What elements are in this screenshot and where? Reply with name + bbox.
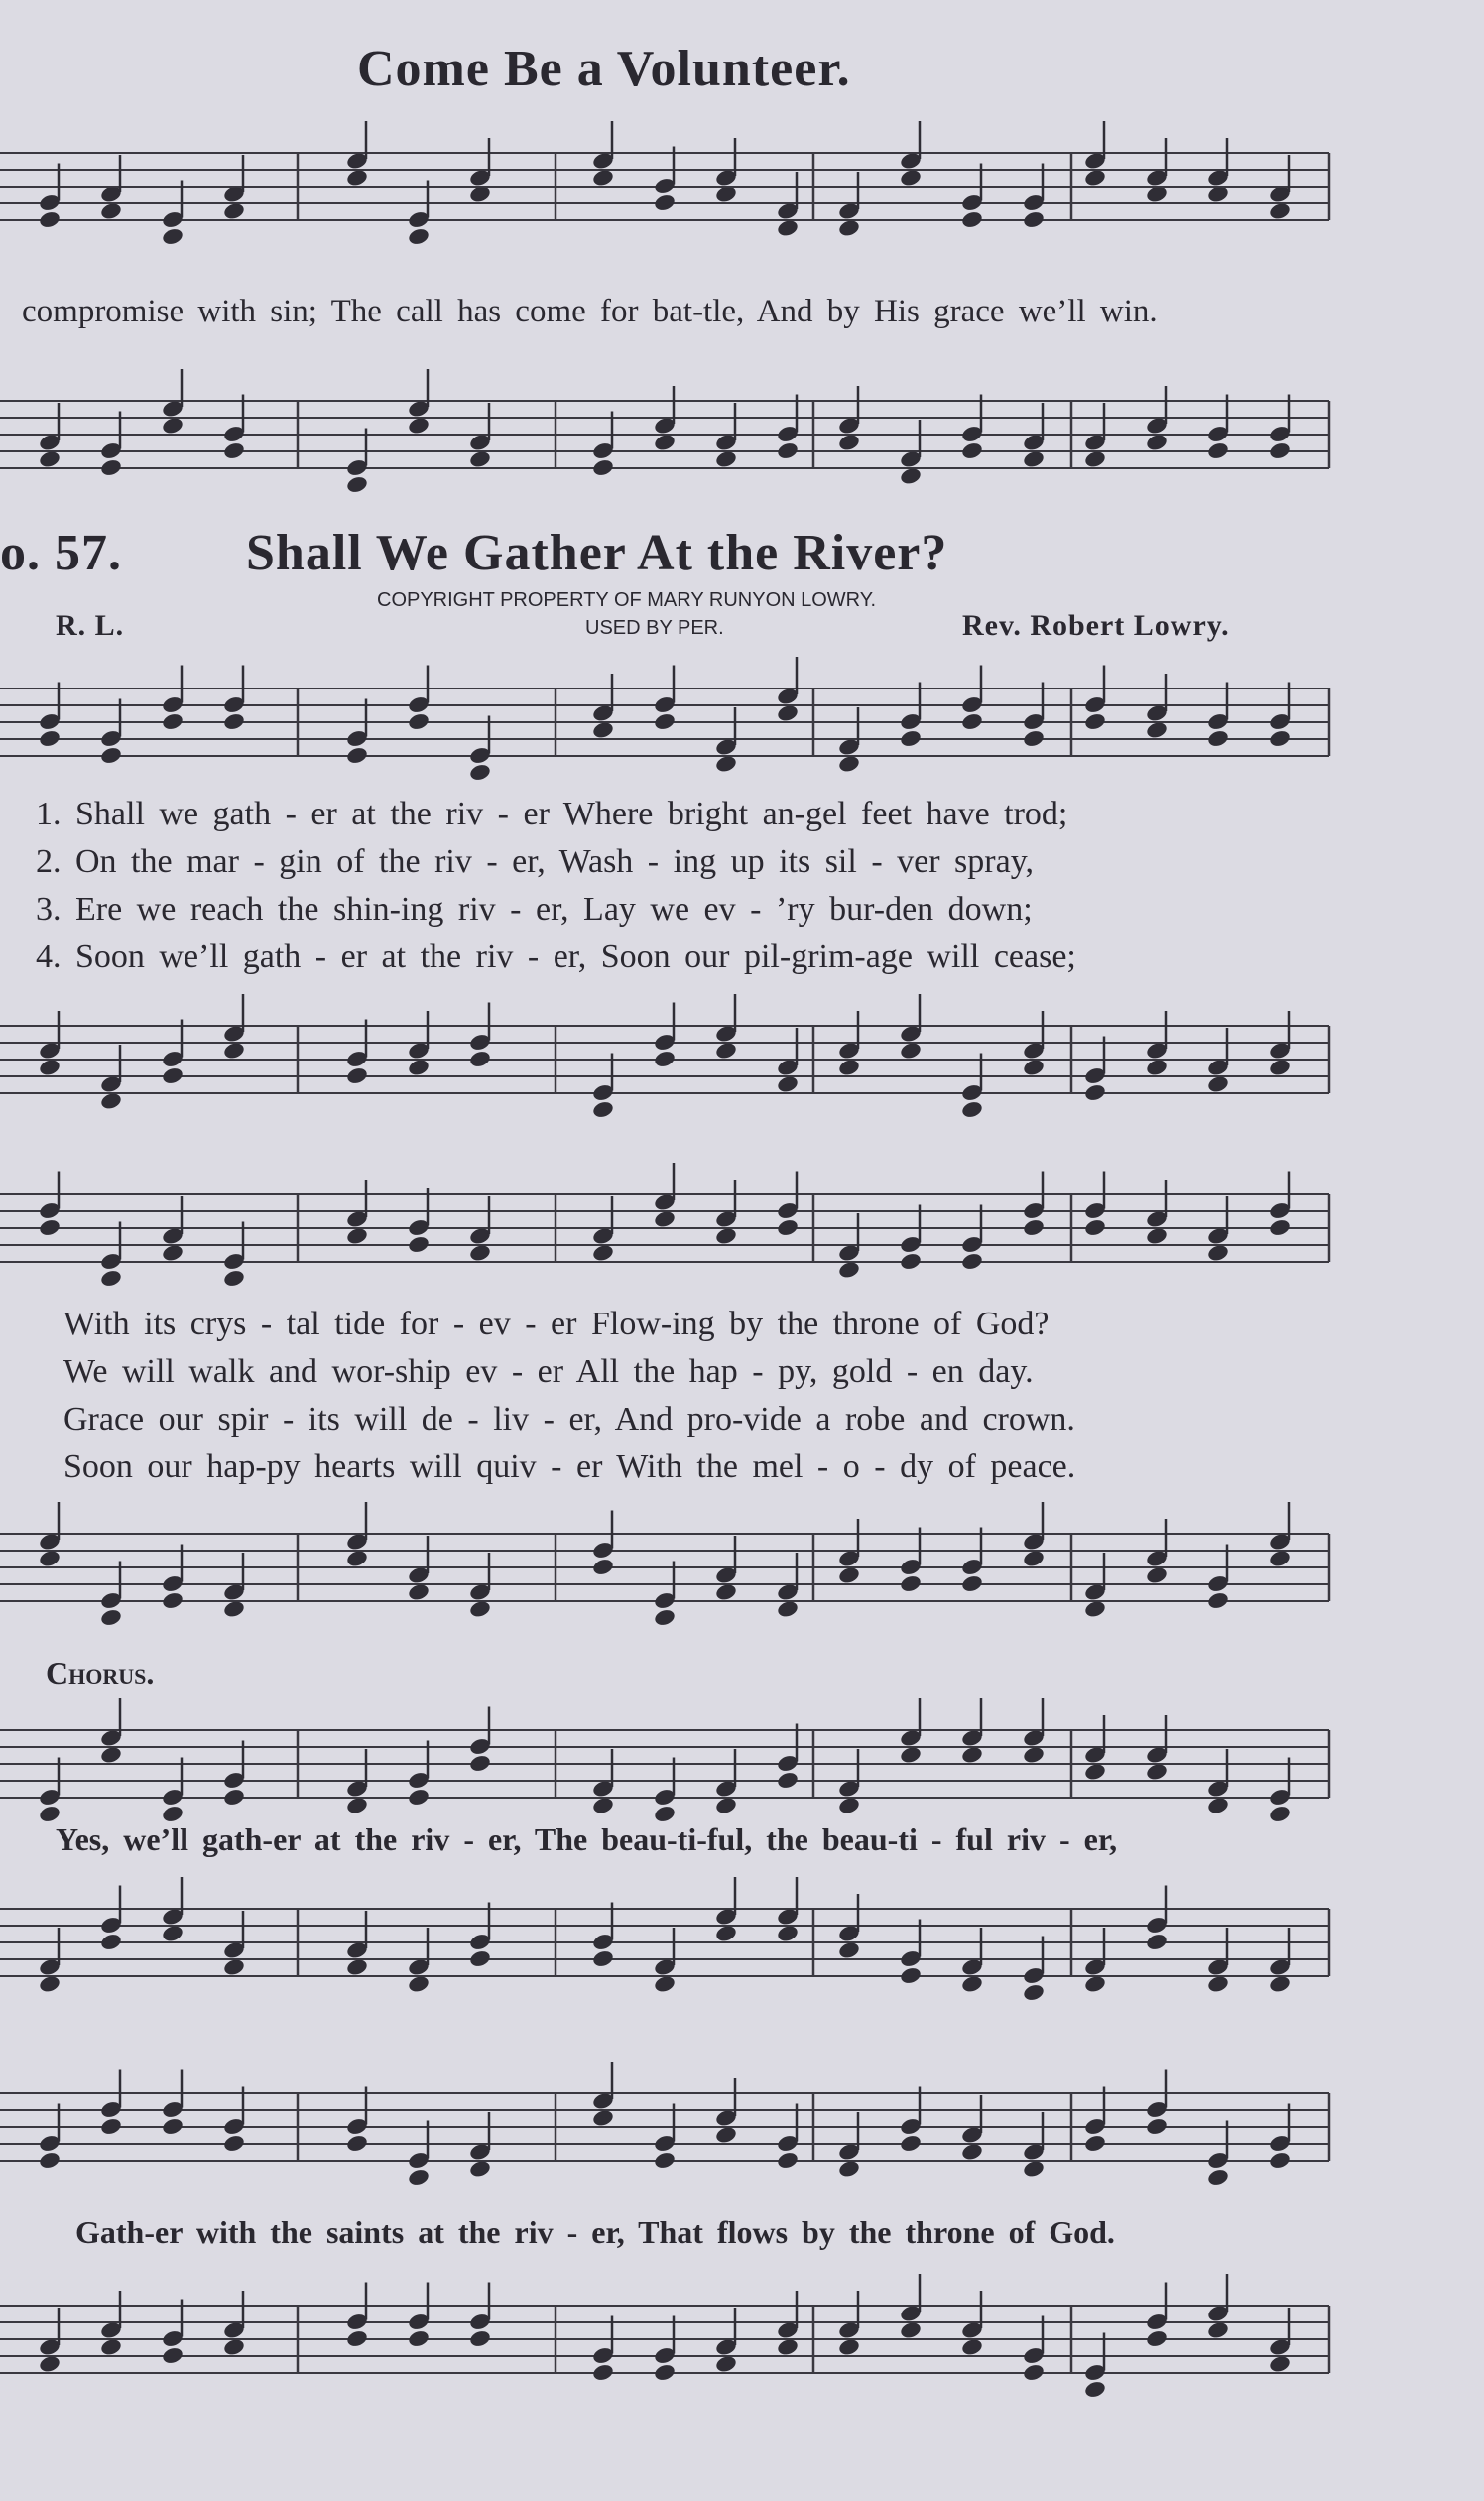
note-head [1268,201,1292,221]
note-head [38,1549,62,1568]
note-head [1145,185,1169,204]
note-head [837,218,861,238]
note-head [1022,729,1046,749]
note-head [591,720,615,740]
note-head [899,1252,923,1272]
note-head [345,1549,369,1568]
staff-system-4-bass [0,1875,1484,2024]
note-head [1145,433,1169,452]
note-head [960,1574,984,1594]
note-head [38,210,62,230]
note-head [776,218,800,238]
note-head [1083,1083,1107,1103]
note-head [161,416,185,436]
note-head [1145,2329,1169,2349]
note-head [837,1058,861,1077]
note-head [714,754,738,774]
note-head [468,449,492,469]
note-head [1145,1226,1169,1246]
note-head [591,1949,615,1969]
note-head [1206,2168,1230,2188]
note-head [837,1565,861,1585]
staff-system-1-treble [0,119,1484,248]
note-head [837,433,861,452]
note-head [837,1940,861,1960]
note-head [1268,1549,1292,1568]
note-head [345,1796,369,1815]
note-head [714,1924,738,1943]
note-head [837,2159,861,2179]
note-head [837,1260,861,1280]
note-head [222,1041,246,1061]
author-left: R. L. [56,609,125,642]
note-head [161,712,185,732]
verse-3-line-1: 3. Ere we reach the shin-ing riv - er, Lay we ev - ’ry bur-den down; [36,891,1033,928]
note-head [345,1226,369,1246]
copyright-line-1: COPYRIGHT PROPERTY OF MARY RUNYON LOWRY. [377,589,877,611]
verse-1-line-2: With its crys - tal tide for - ev - er Flow-ing by the throne of God? [63,1306,1050,1342]
note-head [714,1582,738,1602]
note-head [653,2151,677,2171]
note-head [222,1599,246,1619]
note-head [407,2168,431,2188]
note-head [407,1974,431,1994]
note-head [345,168,369,188]
note-head [776,1771,800,1791]
note-head [899,2134,923,2154]
staff-system-4-treble [0,1696,1484,1825]
note-head [222,2337,246,2357]
note-head [591,1558,615,1577]
note-head [1145,2117,1169,2137]
note-head [222,712,246,732]
note-head [222,1957,246,1977]
note-head [1206,1796,1230,1815]
note-head [407,2329,431,2349]
note-head [161,1591,185,1611]
note-head [38,1974,62,1994]
note-head [899,2320,923,2340]
note-head [468,1050,492,1069]
note-head [1083,1218,1107,1238]
note-head [776,1074,800,1094]
staff-system-2-treble [0,655,1484,794]
note-head [899,168,923,188]
note-head [1145,1565,1169,1585]
note-head [776,1218,800,1238]
note-head [1022,1218,1046,1238]
note-head [468,1754,492,1774]
note-head [960,2142,984,2162]
note-head [776,1924,800,1943]
note-head [591,1100,615,1120]
note-head [1206,729,1230,749]
note-head [1145,720,1169,740]
note-head [468,185,492,204]
note-head [1145,1058,1169,1077]
note-head [1268,441,1292,461]
note-head [222,441,246,461]
note-head [345,746,369,766]
note-head [776,2151,800,2171]
note-head [99,746,123,766]
note-head [1022,2363,1046,2383]
note-head [653,193,677,213]
note-head [345,475,369,495]
note-head [345,2329,369,2349]
note-head [776,1599,800,1619]
chorus-label: Chorus. [46,1655,155,1690]
note-head [714,449,738,469]
note-head [714,1226,738,1246]
staff-system-1-bass [0,367,1484,496]
note-head [407,1058,431,1077]
staff-system-2-bass [0,992,1484,1141]
note-head [161,1243,185,1263]
note-head [99,1091,123,1111]
note-head [1268,1218,1292,1238]
verse-1-line-1: 1. Shall we gath - er at the riv - er Where bright an-gel feet have trod; [36,796,1068,832]
note-head [468,1599,492,1619]
note-head [161,227,185,247]
note-head [591,2108,615,2128]
note-head [1206,1974,1230,1994]
note-head [1268,729,1292,749]
staff-system-5-treble [0,2060,1484,2198]
note-head [899,1574,923,1594]
hymn-title: Shall We Gather At the River? [246,525,948,581]
note-head [960,2337,984,2357]
note-head [99,201,123,221]
note-head [1268,2151,1292,2171]
note-head [591,458,615,478]
note-head [407,1235,431,1255]
author-right: Rev. Robert Lowry. [962,609,1230,642]
note-head [1268,2354,1292,2374]
note-head [38,729,62,749]
note-head [99,1933,123,1952]
note-head [653,433,677,452]
note-head [1206,185,1230,204]
note-head [1083,2380,1107,2400]
note-head [1206,1591,1230,1611]
note-head [1206,1243,1230,1263]
note-head [1083,1599,1107,1619]
note-head [407,1788,431,1808]
note-head [1206,441,1230,461]
note-head [99,2117,123,2137]
staff-system-3-treble [0,1161,1484,1300]
note-head [38,1218,62,1238]
note-head [99,1269,123,1289]
note-head [899,1745,923,1765]
note-head [468,1949,492,1969]
note-head [591,1796,615,1815]
note-head [899,729,923,749]
note-head [653,712,677,732]
note-head [653,1209,677,1229]
verse-2-line-1: 2. On the mar - gin of the riv - er, Wash - ing up its sil - ver spray, [36,843,1034,880]
note-head [99,2337,123,2357]
note-head [714,2354,738,2374]
note-head [714,1796,738,1815]
note-head [1206,1074,1230,1094]
note-head [407,1582,431,1602]
note-head [1083,1762,1107,1782]
note-head [468,1243,492,1263]
note-head [776,2337,800,2357]
note-head [161,2346,185,2366]
note-head [38,449,62,469]
note-head [1268,1805,1292,1824]
note-head [591,1243,615,1263]
verse-4-line-2: Soon our hap-py hearts will quiv - er With the mel - o - dy of peace. [63,1448,1076,1485]
note-head [1083,2134,1107,2154]
note-head [38,1058,62,1077]
note-head [653,2363,677,2383]
note-head [1022,1745,1046,1765]
note-head [99,1745,123,1765]
note-head [1022,1983,1046,2003]
note-head [899,1966,923,1986]
note-head [1022,2159,1046,2179]
note-head [222,2134,246,2154]
note-head [222,1788,246,1808]
note-head [468,763,492,783]
note-head [960,1100,984,1120]
note-head [960,712,984,732]
verse-2-line-2: We will walk and wor-ship ev - er All the hap - py, gold - en day. [63,1353,1034,1390]
note-head [899,1041,923,1061]
note-head [591,2363,615,2383]
note-head [1145,1933,1169,1952]
note-head [960,1974,984,1994]
copyright-line-2: USED BY PER. [585,617,724,639]
note-head [1145,1762,1169,1782]
note-head [38,2151,62,2171]
note-head [1022,1549,1046,1568]
note-head [960,1745,984,1765]
chorus-line-2: Gath-er with the saints at the riv - er, That flows by the throne of God. [75,2214,1115,2250]
note-head [714,1041,738,1061]
note-head [1083,712,1107,732]
note-head [591,168,615,188]
hymn-number: o. 57. [0,525,122,581]
note-head [407,227,431,247]
note-head [837,2337,861,2357]
note-head [345,2134,369,2154]
note-head [1083,1974,1107,1994]
note-head [407,416,431,436]
top-hymn-lyric: compromise with sin; The call has come for bat-tle, And by His grace we’ll win. [22,294,1158,329]
note-head [1268,1058,1292,1077]
note-head [345,1957,369,1977]
note-head [407,712,431,732]
note-head [653,1974,677,1994]
note-head [714,185,738,204]
note-head [161,2117,185,2137]
note-head [468,2159,492,2179]
verse-3-line-2: Grace our spir - its will de - liv - er, And pro-vide a robe and crown. [63,1401,1075,1438]
note-head [837,1796,861,1815]
note-head [899,466,923,486]
note-head [1083,449,1107,469]
note-head [222,201,246,221]
staff-system-5-bass [0,2272,1484,2421]
note-head [653,1050,677,1069]
note-head [1268,1974,1292,1994]
note-head [99,458,123,478]
staff-system-3-bass [0,1500,1484,1649]
note-head [1022,449,1046,469]
note-head [222,1269,246,1289]
verse-4-line-1: 4. Soon we’ll gath - er at the riv - er, Soon our pil-grim-age will cease; [36,938,1076,975]
note-head [1083,168,1107,188]
note-head [468,2329,492,2349]
note-head [99,1608,123,1628]
note-head [776,441,800,461]
note-head [960,210,984,230]
note-head [1022,210,1046,230]
note-head [776,703,800,723]
note-head [345,1066,369,1086]
chorus-line-1: Yes, we’ll gath-er at the riv - er, The beau-ti-ful, the beau-ti - ful riv - er, [56,1821,1118,1857]
note-head [161,1924,185,1943]
note-head [960,441,984,461]
note-head [38,2354,62,2374]
note-head [714,2125,738,2145]
note-head [960,1252,984,1272]
note-head [161,1066,185,1086]
note-head [1022,1058,1046,1077]
note-head [653,1608,677,1628]
note-head [1206,2320,1230,2340]
top-hymn-title: Come Be a Volunteer. [357,41,851,97]
note-head [837,754,861,774]
